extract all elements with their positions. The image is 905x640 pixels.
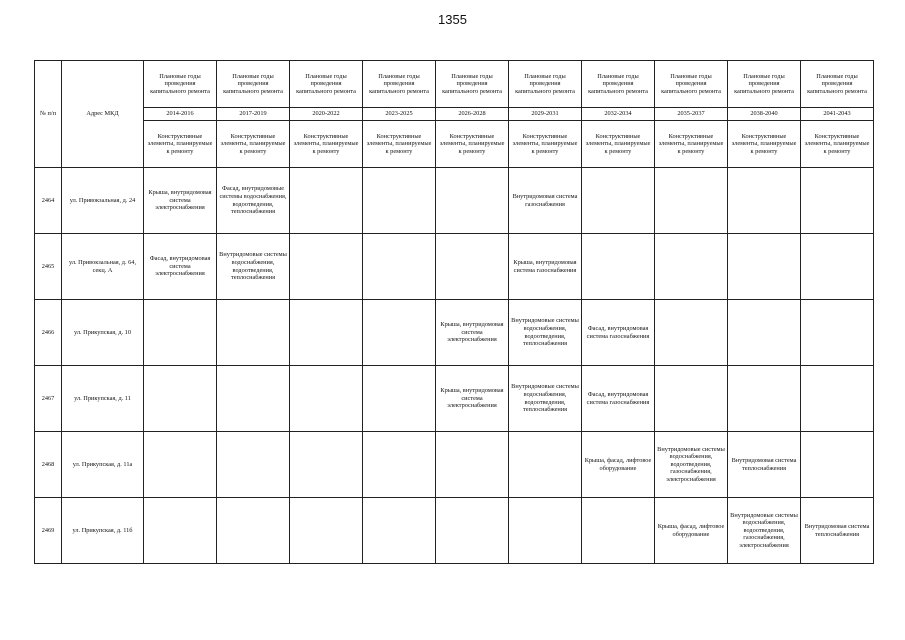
column-header-period: 2029-2031 xyxy=(509,108,582,121)
page-number: 1355 xyxy=(438,12,467,27)
column-header-elements: Конструктивные элементы, планируемые к ремонту xyxy=(582,121,655,168)
column-header-elements: Конструктивные элементы, планируемые к ремонту xyxy=(363,121,436,168)
column-header-plan-years: Плановые годы проведения капитального ремонта xyxy=(363,61,436,108)
repair-elements-cell xyxy=(290,234,363,300)
repair-elements-cell: Крыша, фасад, лифтовое оборудование xyxy=(655,498,728,564)
column-header-plan-years: Плановые годы проведения капитального ремонта xyxy=(655,61,728,108)
table-row xyxy=(35,300,874,366)
repair-elements-cell xyxy=(801,432,874,498)
repair-elements-cell xyxy=(436,432,509,498)
row-number-cell: 2465 xyxy=(35,234,62,300)
repair-elements-cell xyxy=(217,432,290,498)
repair-elements-cell xyxy=(801,300,874,366)
column-header-elements: Конструктивные элементы, планируемые к ремонту xyxy=(728,121,801,168)
column-header-period: 2014-2016 xyxy=(144,108,217,121)
table-row xyxy=(35,366,874,432)
repair-elements-cell xyxy=(801,234,874,300)
repair-elements-cell xyxy=(509,432,582,498)
repair-elements-cell: Фасад, внутридомовые системы водоснабжения, водоотведения, теплоснабжения xyxy=(217,168,290,234)
repair-elements-cell xyxy=(655,234,728,300)
repair-elements-cell xyxy=(144,498,217,564)
repair-elements-cell xyxy=(363,432,436,498)
row-number-cell: 2468 xyxy=(35,432,62,498)
table-row xyxy=(35,168,874,234)
address-cell: ул. Привокзальная, д. 24 xyxy=(62,168,144,234)
repair-elements-cell: Внутридомовые системы водоснабжения, водоотведения, теплоснабжения xyxy=(509,366,582,432)
repair-elements-cell xyxy=(728,366,801,432)
repair-elements-cell: Фасад, внутридомовая система газоснабжения xyxy=(582,366,655,432)
capital-repair-schedule-table xyxy=(34,60,874,564)
repair-elements-cell xyxy=(217,300,290,366)
table-row xyxy=(35,432,874,498)
repair-elements-cell: Внутридомовые системы водоснабжения, водоотведения, газоснабжения, электроснабжения xyxy=(655,432,728,498)
repair-elements-cell xyxy=(363,498,436,564)
repair-elements-cell xyxy=(290,366,363,432)
table-row xyxy=(35,498,874,564)
repair-elements-cell xyxy=(217,498,290,564)
column-header-plan-years: Плановые годы проведения капитального ремонта xyxy=(728,61,801,108)
column-header-period: 2038-2040 xyxy=(728,108,801,121)
repair-elements-cell: Внутридомовая система теплоснабжения xyxy=(728,432,801,498)
repair-elements-cell xyxy=(144,432,217,498)
repair-elements-cell xyxy=(144,300,217,366)
repair-elements-cell xyxy=(801,366,874,432)
column-header-number: № п/п xyxy=(35,61,62,168)
repair-elements-cell xyxy=(363,168,436,234)
repair-elements-cell xyxy=(801,168,874,234)
column-header-elements: Конструктивные элементы, планируемые к ремонту xyxy=(436,121,509,168)
repair-elements-cell xyxy=(582,498,655,564)
column-header-period: 2032-2034 xyxy=(582,108,655,121)
column-header-elements: Конструктивные элементы, планируемые к ремонту xyxy=(290,121,363,168)
repair-elements-cell xyxy=(436,234,509,300)
repair-elements-cell: Внутридомовая система газоснабжения xyxy=(509,168,582,234)
repair-elements-cell xyxy=(728,234,801,300)
repair-elements-cell xyxy=(363,300,436,366)
repair-elements-cell xyxy=(363,234,436,300)
address-cell: ул. Прикупская, д. 10 xyxy=(62,300,144,366)
repair-elements-cell: Крыша, фасад, лифтовое оборудование xyxy=(582,432,655,498)
repair-elements-cell xyxy=(582,168,655,234)
repair-elements-cell: Фасад, внутридомовая система газоснабжения xyxy=(582,300,655,366)
column-header-period: 2026-2028 xyxy=(436,108,509,121)
table-row xyxy=(35,234,874,300)
repair-elements-cell xyxy=(290,432,363,498)
column-header-address: Адрес МКД xyxy=(62,61,144,168)
repair-elements-cell xyxy=(217,366,290,432)
column-header-period: 2023-2025 xyxy=(363,108,436,121)
column-header-plan-years: Плановые годы проведения капитального ремонта xyxy=(436,61,509,108)
repair-elements-cell: Внутридомовая система теплоснабжения xyxy=(801,498,874,564)
column-header-elements: Конструктивные элементы, планируемые к ремонту xyxy=(509,121,582,168)
repair-elements-cell xyxy=(290,300,363,366)
column-header-elements: Конструктивные элементы, планируемые к ремонту xyxy=(144,121,217,168)
repair-elements-cell: Крыша, внутридомовая система электроснабжения xyxy=(436,300,509,366)
repair-elements-cell xyxy=(290,168,363,234)
repair-elements-cell xyxy=(582,234,655,300)
repair-elements-cell xyxy=(509,498,582,564)
repair-elements-cell: Крыша, внутридомовая система электроснабжения xyxy=(144,168,217,234)
column-header-elements: Конструктивные элементы, планируемые к ремонту xyxy=(655,121,728,168)
repair-elements-cell xyxy=(728,300,801,366)
address-cell: ул. Прикупская, д. 11 xyxy=(62,366,144,432)
repair-elements-cell: Крыша, внутридомовая система электроснабжения xyxy=(436,366,509,432)
column-header-plan-years: Плановые годы проведения капитального ремонта xyxy=(801,61,874,108)
column-header-period: 2017-2019 xyxy=(217,108,290,121)
repair-elements-cell xyxy=(144,366,217,432)
repair-elements-cell xyxy=(728,168,801,234)
address-cell: ул. Привокзальная, д. 64, секц. А xyxy=(62,234,144,300)
repair-elements-cell xyxy=(436,498,509,564)
address-cell: ул. Прикупская, д. 11а xyxy=(62,432,144,498)
repair-elements-cell: Внутридомовые системы водоснабжения, водоотведения, газоснабжения, электроснабжения xyxy=(728,498,801,564)
column-header-elements: Конструктивные элементы, планируемые к ремонту xyxy=(801,121,874,168)
row-number-cell: 2467 xyxy=(35,366,62,432)
repair-elements-cell xyxy=(363,366,436,432)
column-header-plan-years: Плановые годы проведения капитального ремонта xyxy=(290,61,363,108)
repair-elements-cell: Внутридомовые системы водоснабжения, водоотведения, теплоснабжения xyxy=(509,300,582,366)
repair-elements-cell xyxy=(655,300,728,366)
column-header-plan-years: Плановые годы проведения капитального ремонта xyxy=(509,61,582,108)
column-header-elements: Конструктивные элементы, планируемые к ремонту xyxy=(217,121,290,168)
column-header-period: 2041-2043 xyxy=(801,108,874,121)
column-header-plan-years: Плановые годы проведения капитального ремонта xyxy=(144,61,217,108)
row-number-cell: 2464 xyxy=(35,168,62,234)
repair-elements-cell: Крыша, внутридомовая система газоснабжения xyxy=(509,234,582,300)
column-header-period: 2035-2037 xyxy=(655,108,728,121)
column-header-period: 2020-2022 xyxy=(290,108,363,121)
repair-elements-cell xyxy=(290,498,363,564)
column-header-plan-years: Плановые годы проведения капитального ремонта xyxy=(217,61,290,108)
column-header-plan-years: Плановые годы проведения капитального ремонта xyxy=(582,61,655,108)
repair-elements-cell xyxy=(655,168,728,234)
repair-elements-cell xyxy=(655,366,728,432)
repair-elements-cell xyxy=(436,168,509,234)
row-number-cell: 2466 xyxy=(35,300,62,366)
address-cell: ул. Прикупская, д. 11б xyxy=(62,498,144,564)
repair-elements-cell: Фасад, внутридомовая система электроснабжения xyxy=(144,234,217,300)
repair-elements-cell: Внутридомовые системы водоснабжения, водоотведения, теплоснабжения xyxy=(217,234,290,300)
row-number-cell: 2469 xyxy=(35,498,62,564)
